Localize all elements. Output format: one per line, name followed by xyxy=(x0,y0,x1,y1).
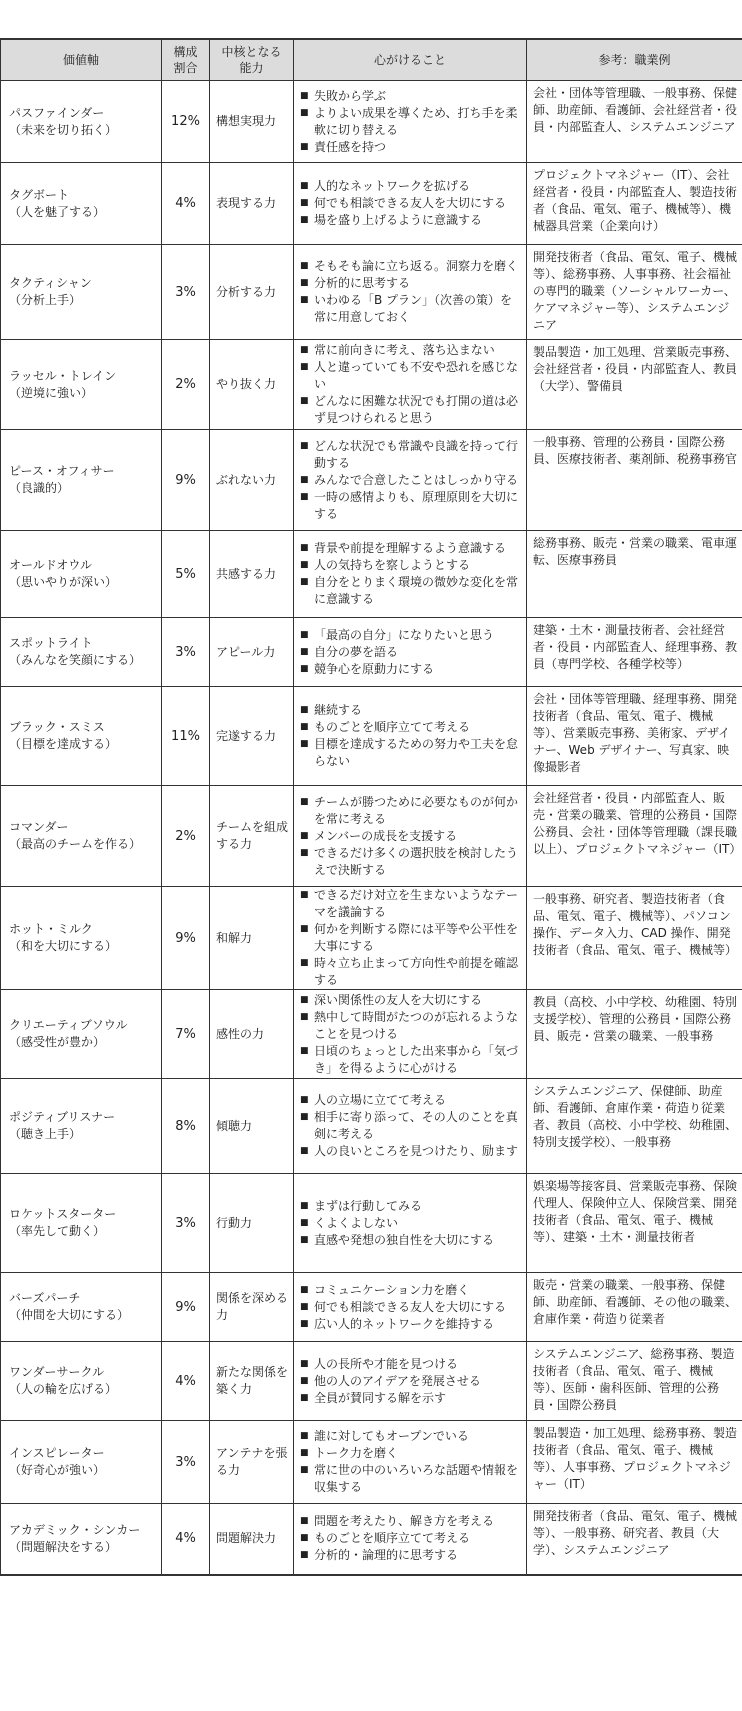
value-axis-subtitle: （目標を達成する） xyxy=(9,737,118,751)
points-list xyxy=(300,887,522,989)
points-cell xyxy=(294,531,527,618)
point-item: ■ 何でも相談できる友人を大切にする xyxy=(300,1299,522,1316)
table-row xyxy=(1,1174,742,1273)
point-item: ■ できるだけ対立を生まないようなテーマを議論する xyxy=(300,887,522,921)
points-cell xyxy=(294,1273,527,1342)
core-ability-cell: 関係を深める力 xyxy=(210,1273,294,1342)
point-item: ■ くよくよしない xyxy=(300,1215,522,1232)
point-item: ■ 場を盛り上げるように意識する xyxy=(300,212,522,229)
value-axis-subtitle: （思いやりが深い） xyxy=(9,575,118,589)
value-axis-name: スポットライト xyxy=(9,636,93,650)
point-item: ■ 常に世の中のいろいろな話題や情報を収集する xyxy=(300,1462,522,1496)
points-list xyxy=(300,342,522,427)
header-ability: 中核となる 能力 xyxy=(210,39,294,81)
point-item: ■ 人の長所や才能を見つける xyxy=(300,1356,522,1373)
core-ability-cell: 共感する力 xyxy=(210,531,294,618)
point-item: ■ 人の気持ちを察しようとする xyxy=(300,557,522,574)
core-ability-cell: 分析する力 xyxy=(210,245,294,340)
value-axis-name: ポジティブリスナー xyxy=(9,1110,116,1124)
point-item: ■ ものごとを順序立てて考える xyxy=(300,1530,522,1547)
point-item: ■ 相手に寄り添って、その人のことを真剣に考える xyxy=(300,1109,522,1143)
point-item: ■ 競争心を原動力にする xyxy=(300,661,522,678)
job-examples-cell: 製品製造・加工処理、営業販売事務、会社経営者・役員・内部監査人、教員（大学）、警備員 xyxy=(527,340,742,430)
points-cell xyxy=(294,1174,527,1273)
points-list xyxy=(300,992,522,1077)
table-row xyxy=(1,786,742,887)
point-item: ■ まずは行動してみる xyxy=(300,1198,522,1215)
points-cell xyxy=(294,430,527,531)
ratio-cell: 9% xyxy=(162,887,210,990)
core-ability-cell: 表現する力 xyxy=(210,163,294,245)
point-item: ■ 人と違っていても不安や恐れを感じない xyxy=(300,359,522,393)
points-cell xyxy=(294,1079,527,1174)
core-ability-cell: アピール力 xyxy=(210,618,294,687)
point-item: ■ 常に前向きに考え、落ち込まない xyxy=(300,342,522,359)
value-axis-name: ブラック・スミス xyxy=(9,720,105,734)
ratio-cell: 3% xyxy=(162,245,210,340)
table-row xyxy=(1,1421,742,1504)
value-axis-subtitle: （逆境に強い） xyxy=(9,385,94,400)
table-row xyxy=(1,990,742,1079)
ratio-cell: 4% xyxy=(162,163,210,245)
point-item: ■ よりよい成果を導くため、打ち手を柔軟に切り替える xyxy=(300,105,522,139)
table-row xyxy=(1,163,742,245)
points-list xyxy=(300,540,522,608)
table-row xyxy=(1,1504,742,1575)
core-ability-cell: チームを組成する力 xyxy=(210,786,294,887)
value-axis-subtitle: （聴き上手） xyxy=(9,1127,82,1141)
point-item: ■ チームが勝つために必要なものが何かを常に考える xyxy=(300,794,522,828)
points-cell xyxy=(294,340,527,430)
point-item: ■ コミュニケーション力を磨く xyxy=(300,1282,522,1299)
value-axis-subtitle: （最高のチームを作る） xyxy=(9,837,142,851)
value-axis-name-cell xyxy=(1,430,162,531)
points-cell xyxy=(294,81,527,163)
table-row xyxy=(1,430,742,531)
ratio-cell: 11% xyxy=(162,687,210,786)
value-axis-name-cell xyxy=(1,618,162,687)
ratio-cell: 5% xyxy=(162,531,210,618)
header-axis: 価値軸 xyxy=(1,39,162,81)
point-item: ■ 継続する xyxy=(300,702,522,719)
point-item: ■ いわゆる「B プラン」（次善の策）を常に用意しておく xyxy=(300,292,522,326)
value-axis-name-cell xyxy=(1,990,162,1079)
point-item: ■ 問題を考えたり、解き方を考える xyxy=(300,1513,522,1530)
points-list xyxy=(300,1356,522,1407)
point-item: ■ 自分の夢を語る xyxy=(300,644,522,661)
value-axis-name-cell xyxy=(1,340,162,430)
table-row xyxy=(1,887,742,990)
value-axis-name-cell xyxy=(1,1273,162,1342)
job-examples-cell: 一般事務、管理的公務員・国際公務員、医療技術者、薬剤師、税務事務官 xyxy=(527,430,742,531)
value-axis-table xyxy=(0,38,742,1576)
value-axis-name-cell xyxy=(1,687,162,786)
value-axis-subtitle: （仲間を大切にする） xyxy=(9,1308,130,1322)
point-item: ■ 時々立ち止まって方向性や前提を確認する xyxy=(300,955,522,989)
point-item: ■ 一時の感情よりも、原理原則を大切にする xyxy=(300,489,522,523)
points-cell xyxy=(294,687,527,786)
value-axis-name: オールドオウル xyxy=(9,558,93,572)
value-axis-name: ラッセル・トレイン xyxy=(9,368,117,383)
value-axis-name-cell xyxy=(1,81,162,163)
core-ability-cell: アンテナを張る力 xyxy=(210,1421,294,1504)
value-axis-name: タクティシャン xyxy=(9,276,92,290)
value-axis-name: パスファインダー xyxy=(9,105,105,120)
point-item: ■ 日頃のちょっとした出来事から「気づき」を得るように心がける xyxy=(300,1043,522,1077)
value-axis-name: クリエーティブソウル xyxy=(9,1018,128,1032)
job-examples-cell: プロジェクトマネジャー（IT）、会社経営者・役員・内部監査人、製造技術者（食品、電気、電子、機械等）、機械器具営業（企業向け） xyxy=(527,163,742,245)
point-item: ■ ものごとを順序立てて考える xyxy=(300,719,522,736)
ratio-cell: 3% xyxy=(162,1421,210,1504)
value-axis-name-cell xyxy=(1,1421,162,1504)
table-row xyxy=(1,1079,742,1174)
core-ability-cell: ぶれない力 xyxy=(210,430,294,531)
core-ability-cell: 行動力 xyxy=(210,1174,294,1273)
ratio-cell: 7% xyxy=(162,990,210,1079)
table-row xyxy=(1,687,742,786)
point-item: ■ 分析的・論理的に思考する xyxy=(300,1547,522,1564)
core-ability-cell: 完遂する力 xyxy=(210,687,294,786)
point-item: ■ トーク力を磨く xyxy=(300,1445,522,1462)
points-list xyxy=(300,178,522,229)
value-axis-subtitle: （和を大切にする） xyxy=(9,939,118,953)
core-ability-cell: 和解力 xyxy=(210,887,294,990)
point-item: ■ 背景や前提を理解するよう意識する xyxy=(300,540,522,557)
point-item: ■ みんなで合意したことはしっかり守る xyxy=(300,472,522,489)
point-item: ■ 全員が賛同する解を示す xyxy=(300,1390,522,1407)
job-examples-cell: 教員（高校、小中学校、幼稚園、特別支援学校）、管理的公務員・国際公務員、販売・営業の職業、一般事務 xyxy=(527,990,742,1079)
job-examples-cell: 一般事務、研究者、製造技術者（食品、電気、電子、機械等）、パソコン操作、データ入力、CAD 操作、開発技術者（食品、電気、電子、機械等） xyxy=(527,887,742,990)
value-axis-subtitle: （問題解決をする） xyxy=(9,1539,118,1554)
ratio-cell: 4% xyxy=(162,1504,210,1575)
points-list xyxy=(300,1092,522,1160)
table-row xyxy=(1,81,742,163)
job-examples-cell: 総務事務、販売・営業の職業、電車運転、医療事務員 xyxy=(527,531,742,618)
points-list xyxy=(300,438,522,523)
job-examples-cell: 製品製造・加工処理、総務事務、製造技術者（食品、電気、電子、機械等）、人事事務、プロジェクトマネジャー（IT） xyxy=(527,1421,742,1504)
table-row xyxy=(1,531,742,618)
job-examples-cell: 会社経営者・役員・内部監査人、販売・営業の職業、管理的公務員・国際公務員、会社・団体等管理職（課長職以上）、プロジェクトマネジャー（IT） xyxy=(527,786,742,887)
point-item: ■ 「最高の自分」になりたいと思う xyxy=(300,627,522,644)
job-examples-cell: 開発技術者（食品、電気、電子、機械等）、総務事務、人事事務、社会福祉の専門的職業（ソーシャルワーカー、ケアマネジャー等）、システムエンジニア xyxy=(527,245,742,340)
value-axis-subtitle: （人を魅了する） xyxy=(9,204,106,219)
value-axis-name: コマンダー xyxy=(9,820,69,834)
ratio-cell: 4% xyxy=(162,1342,210,1421)
point-item: ■ 人の立場に立てて考える xyxy=(300,1092,522,1109)
table-row xyxy=(1,618,742,687)
points-list xyxy=(300,1282,522,1333)
value-axis-name-cell xyxy=(1,1342,162,1421)
value-axis-name: ピース・オフィサー xyxy=(9,464,115,478)
points-list xyxy=(300,88,522,156)
points-cell xyxy=(294,618,527,687)
value-axis-name-cell xyxy=(1,1504,162,1575)
value-axis-subtitle: （分析上手） xyxy=(9,293,82,307)
points-cell xyxy=(294,887,527,990)
job-examples-cell: 会社・団体等管理職、一般事務、保健師、助産師、看護師、会社経営者・役員・内部監査人、システムエンジニア xyxy=(527,81,742,163)
value-axis-name-cell xyxy=(1,531,162,618)
job-examples-cell: 開発技術者（食品、電気、電子、機械等）、一般事務、研究者、教員（大学）、システムエンジニア xyxy=(527,1504,742,1575)
point-item: ■ 誰に対してもオープンでいる xyxy=(300,1428,522,1445)
ratio-cell: 3% xyxy=(162,1174,210,1273)
point-item: ■ メンバーの成長を支援する xyxy=(300,828,522,845)
point-item: ■ 何でも相談できる友人を大切にする xyxy=(300,195,522,212)
job-examples-cell: 建築・土木・測量技術者、会社経営者・役員・内部監査人、経理事務、教員（専門学校、各種学校等） xyxy=(527,618,742,687)
point-item: ■ そもそも論に立ち返る。洞察力を磨く xyxy=(300,258,522,275)
point-item: ■ 直感や発想の独自性を大切にする xyxy=(300,1232,522,1249)
points-list xyxy=(300,258,522,326)
points-list xyxy=(300,627,522,678)
header-ratio: 構成 割合 xyxy=(162,39,210,81)
value-axis-subtitle: （率先して動く） xyxy=(9,1224,106,1238)
point-item: ■ 人の良いところを見つけたり、励ます xyxy=(300,1143,522,1160)
job-examples-cell: 会社・団体等管理職、経理事務、開発技術者（食品、電気、電子、機械等）、営業販売事務、美術家、デザイナー、Web デザイナー、写真家、映像撮影者 xyxy=(527,687,742,786)
point-item: ■ できるだけ多くの選択肢を検討したうえで決断する xyxy=(300,845,522,879)
points-cell xyxy=(294,1342,527,1421)
table-row xyxy=(1,1273,742,1342)
value-axis-name: ロケットスターター xyxy=(9,1207,117,1221)
value-axis-subtitle: （未来を切り拓く） xyxy=(9,122,118,137)
point-item: ■ 熱中して時間がたつのが忘れるようなことを見つける xyxy=(300,1009,522,1043)
value-axis-name-cell xyxy=(1,163,162,245)
points-list xyxy=(300,1513,522,1564)
value-axis-name-cell xyxy=(1,1174,162,1273)
table-header-row xyxy=(1,39,742,81)
ratio-cell: 8% xyxy=(162,1079,210,1174)
value-axis-subtitle: （みんなを笑顔にする） xyxy=(9,653,142,667)
value-axis-subtitle: （人の輪を広げる） xyxy=(9,1382,118,1396)
value-axis-name: アカデミック・シンカー xyxy=(9,1522,141,1537)
point-item: ■ どんなに困難な状況でも打開の道は必ず見つけられると思う xyxy=(300,393,522,427)
table-row xyxy=(1,245,742,340)
points-cell xyxy=(294,786,527,887)
ratio-cell: 9% xyxy=(162,1273,210,1342)
point-item: ■ 人的なネットワークを拡げる xyxy=(300,178,522,195)
core-ability-cell: 構想実現力 xyxy=(210,81,294,163)
point-item: ■ 他の人のアイデアを発展させる xyxy=(300,1373,522,1390)
point-item: ■ 目標を達成するための努力や工夫を怠らない xyxy=(300,736,522,770)
value-axis-name: ホット・ミルク xyxy=(9,922,93,936)
points-list xyxy=(300,1428,522,1496)
header-points: 心がけること xyxy=(294,39,527,81)
point-item: ■ 分析的に思考する xyxy=(300,275,522,292)
points-cell xyxy=(294,163,527,245)
ratio-cell: 9% xyxy=(162,430,210,531)
value-axis-subtitle: （感受性が豊か） xyxy=(9,1035,106,1049)
points-cell xyxy=(294,1504,527,1575)
core-ability-cell: 新たな関係を築く力 xyxy=(210,1342,294,1421)
value-axis-subtitle: （良識的） xyxy=(9,481,70,495)
table-row xyxy=(1,340,742,430)
points-list xyxy=(300,1198,522,1249)
ratio-cell: 2% xyxy=(162,340,210,430)
value-axis-subtitle: （好奇心が強い） xyxy=(9,1463,106,1477)
value-axis-name-cell xyxy=(1,1079,162,1174)
point-item: ■ 広い人的ネットワークを維持する xyxy=(300,1316,522,1333)
ratio-cell: 2% xyxy=(162,786,210,887)
job-examples-cell: システムエンジニア、保健師、助産師、看護師、倉庫作業・荷造り従業者、教員（高校、小中学校、幼稚園、特別支援学校）、一般事務 xyxy=(527,1079,742,1174)
points-cell xyxy=(294,245,527,340)
points-cell xyxy=(294,1421,527,1504)
points-cell xyxy=(294,990,527,1079)
points-list xyxy=(300,794,522,879)
points-list xyxy=(300,702,522,770)
point-item: ■ 深い関係性の友人を大切にする xyxy=(300,992,522,1009)
core-ability-cell: 問題解決力 xyxy=(210,1504,294,1575)
core-ability-cell: 傾聴力 xyxy=(210,1079,294,1174)
point-item: ■ 何かを判断する際には平等や公平性を大事にする xyxy=(300,921,522,955)
ratio-cell: 12% xyxy=(162,81,210,163)
value-axis-name: インスピレーター xyxy=(9,1446,105,1460)
job-examples-cell: 販売・営業の職業、一般事務、保健師、助産師、看護師、その他の職業、倉庫作業・荷造り従業者 xyxy=(527,1273,742,1342)
core-ability-cell: やり抜く力 xyxy=(210,340,294,430)
value-axis-name: タグボート xyxy=(9,187,70,202)
value-axis-name: バーズパーチ xyxy=(9,1291,81,1305)
value-axis-name-cell xyxy=(1,786,162,887)
job-examples-cell: 娯楽場等接客員、営業販売事務、保険代理人、保険仲立人、保険営業、開発技術者（食品、電気、電子、機械等）、建築・土木・測量技術者 xyxy=(527,1174,742,1273)
value-axis-name-cell xyxy=(1,887,162,990)
value-axis-name-cell xyxy=(1,245,162,340)
ratio-cell: 3% xyxy=(162,618,210,687)
point-item: ■ 自分をとりまく環境の微妙な変化を常に意識する xyxy=(300,574,522,608)
point-item: ■ どんな状況でも常識や良識を持って行動する xyxy=(300,438,522,472)
table-row xyxy=(1,1342,742,1421)
value-axis-name: ワンダーサークル xyxy=(9,1365,105,1379)
point-item: ■ 責任感を持つ xyxy=(300,139,522,156)
core-ability-cell: 感性の力 xyxy=(210,990,294,1079)
job-examples-cell: システムエンジニア、総務事務、製造技術者（食品、電気、電子、機械等）、医師・歯科医師、管理的公務員・国際公務員 xyxy=(527,1342,742,1421)
header-jobs: 参考：職業例 xyxy=(527,39,742,81)
point-item: ■ 失敗から学ぶ xyxy=(300,88,522,105)
